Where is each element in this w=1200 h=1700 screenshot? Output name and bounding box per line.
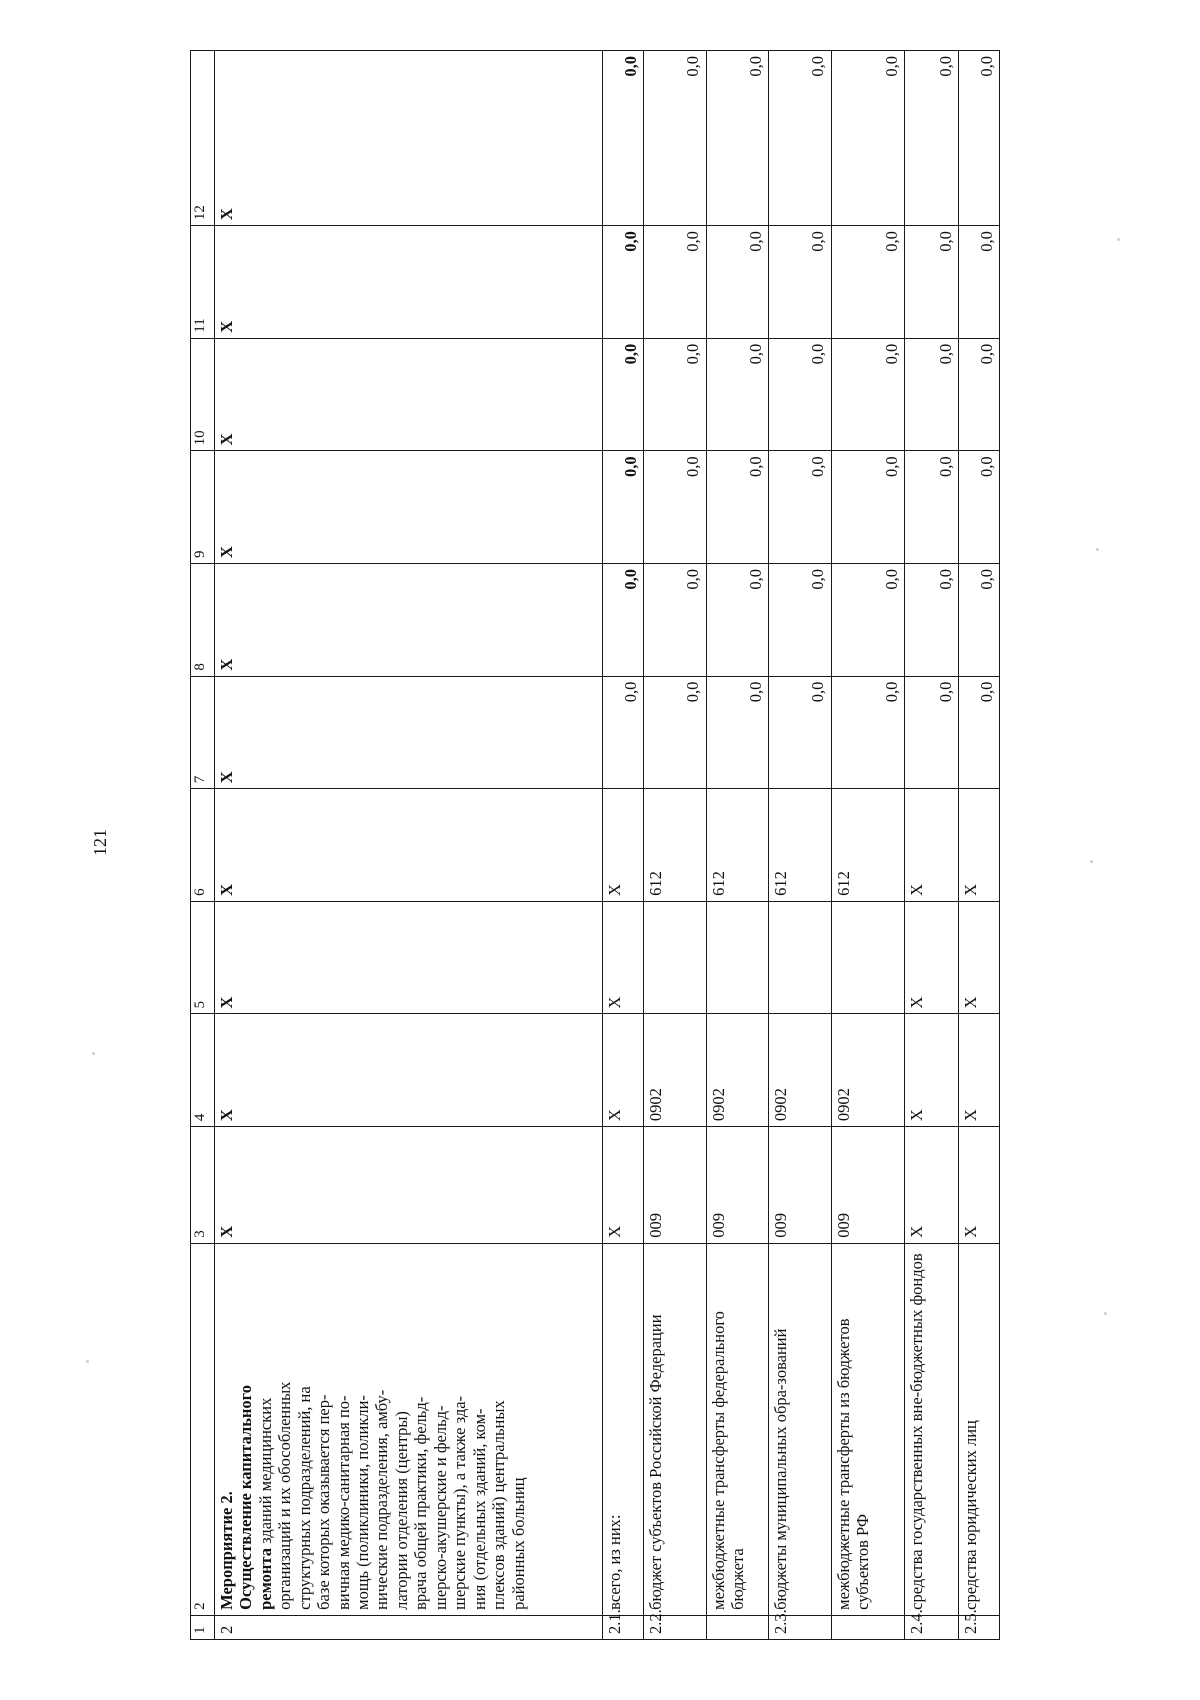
measure-cell-col5: Х	[214, 901, 602, 1014]
measure-title-bold-part: ремонта	[255, 1548, 275, 1610]
column-header-2: 2	[191, 1243, 215, 1615]
table-row	[603, 51, 644, 1640]
measure-cell-col8: Х	[214, 564, 602, 677]
row-col4: Х	[603, 1014, 644, 1127]
column-header-4: 4	[191, 1014, 215, 1127]
row-value-col7: 0,0	[769, 676, 832, 789]
measure-title	[214, 1243, 602, 1615]
measure-cell-col7: Х	[214, 676, 602, 789]
row-value-col8: 0,0	[831, 564, 904, 677]
row-value-col11: 0,0	[769, 226, 832, 339]
row-number: 2.4.	[905, 1615, 959, 1639]
row-value-col11: 0,0	[644, 226, 707, 339]
row-col3: 009	[644, 1127, 707, 1244]
row-value-col7: 0,0	[706, 676, 769, 789]
row-value-col10: 0,0	[905, 338, 959, 451]
row-col4: 0902	[831, 1014, 904, 1127]
row-col5	[769, 901, 832, 1014]
measure-title-line: шерско-акушерские и фельд-	[430, 1405, 450, 1610]
row-col5: Х	[603, 901, 644, 1014]
table-row	[769, 51, 832, 1640]
row-value-col10: 0,0	[644, 338, 707, 451]
row-value-col8: 0,0	[769, 564, 832, 677]
table-body	[191, 51, 1000, 1640]
row-number: 2.3.	[769, 1615, 832, 1639]
row-col4: 0902	[644, 1014, 707, 1127]
row-value-col11: 0,0	[958, 226, 999, 339]
row-value-col9: 0,0	[644, 451, 707, 564]
row-col3: 009	[831, 1127, 904, 1244]
row-value-col7: 0,0	[831, 676, 904, 789]
row-col4: Х	[905, 1014, 959, 1127]
row-col3: 009	[706, 1127, 769, 1244]
row-value-col12: 0,0	[644, 51, 707, 226]
row-value-col8: 0,0	[603, 564, 644, 677]
row-value-col9: 0,0	[769, 451, 832, 564]
measure-cell-col12: Х	[214, 51, 602, 226]
row-name: межбюджетные трансферты из бюджетов субъектов РФ	[831, 1243, 904, 1615]
row-value-col10: 0,0	[706, 338, 769, 451]
row-value-col9: 0,0	[905, 451, 959, 564]
row-value-col8: 0,0	[644, 564, 707, 677]
row-number: 2.5.	[958, 1615, 999, 1639]
table-row	[706, 51, 769, 1640]
measure-title-line: базе которых оказывается пер-	[314, 1394, 334, 1610]
measure-cell-col3: Х	[214, 1127, 602, 1244]
table-row	[644, 51, 707, 1640]
row-col4: Х	[958, 1014, 999, 1127]
row-number: 2.2.	[644, 1615, 707, 1639]
row-value-col12: 0,0	[958, 51, 999, 226]
column-header-12: 12	[191, 51, 215, 226]
measure-cell-col6: Х	[214, 789, 602, 902]
column-header-6: 6	[191, 789, 215, 902]
row-value-col12: 0,0	[603, 51, 644, 226]
row-col6: 612	[706, 789, 769, 902]
scan-speck	[92, 1052, 95, 1055]
row-col3: Х	[905, 1127, 959, 1244]
column-header-1: 1	[191, 1615, 215, 1639]
row-value-col12: 0,0	[831, 51, 904, 226]
scan-speck	[1090, 860, 1093, 863]
row-col6: Х	[958, 789, 999, 902]
measure-cell-col10: Х	[214, 338, 602, 451]
row-col6: 612	[644, 789, 707, 902]
row-col3: 009	[769, 1127, 832, 1244]
row-col6: 612	[769, 789, 832, 902]
column-header-8: 8	[191, 564, 215, 677]
row-value-col10: 0,0	[831, 338, 904, 451]
row-value-col10: 0,0	[958, 338, 999, 451]
rotated-table-wrapper	[190, 50, 1000, 1640]
row-col6: 612	[831, 789, 904, 902]
row-col3: Х	[603, 1127, 644, 1244]
row-value-col9: 0,0	[603, 451, 644, 564]
row-col5	[644, 901, 707, 1014]
row-col5	[831, 901, 904, 1014]
row-name: всего, из них:	[603, 1243, 644, 1615]
row-col6: Х	[905, 789, 959, 902]
table-row	[958, 51, 999, 1640]
row-value-col7: 0,0	[603, 676, 644, 789]
row-value-col7: 0,0	[958, 676, 999, 789]
measure-title-line: Осуществление капитального	[236, 1384, 256, 1610]
scan-speck	[86, 1360, 89, 1363]
table-row	[905, 51, 959, 1640]
row-value-col9: 0,0	[958, 451, 999, 564]
measure-cell-col11: Х	[214, 226, 602, 339]
measure-title-regular-part: зданий медицинских	[255, 1397, 275, 1549]
row-value-col9: 0,0	[706, 451, 769, 564]
measure-title-line: ния (отдельных зданий, ком-	[469, 1408, 489, 1610]
measure-row	[214, 51, 602, 1640]
row-col5: Х	[905, 901, 959, 1014]
column-header-3: 3	[191, 1127, 215, 1244]
row-value-col7: 0,0	[905, 676, 959, 789]
row-col5	[706, 901, 769, 1014]
measure-cell-col9: Х	[214, 451, 602, 564]
scan-speck	[1104, 1312, 1107, 1315]
header-row	[191, 51, 215, 1640]
row-value-col11: 0,0	[905, 226, 959, 339]
row-value-col10: 0,0	[603, 338, 644, 451]
row-name: средства юридических лиц	[958, 1243, 999, 1615]
row-number	[706, 1615, 769, 1639]
measure-number: 2	[214, 1615, 602, 1639]
measure-title-line: Мероприятие 2.	[216, 1491, 236, 1610]
row-col4: 0902	[706, 1014, 769, 1127]
measure-title-line: мощь (поликлиники, поликли-	[353, 1395, 372, 1610]
measure-title-line: вичная медико-санитарная по-	[333, 1395, 353, 1610]
row-value-col8: 0,0	[706, 564, 769, 677]
row-value-col9: 0,0	[831, 451, 904, 564]
measure-title-line	[256, 1249, 275, 1610]
row-value-col7: 0,0	[644, 676, 707, 789]
column-header-10: 10	[191, 338, 215, 451]
page-number: 121	[90, 829, 110, 856]
row-value-col10: 0,0	[769, 338, 832, 451]
row-name: межбюджетные трансферты федерального бюджета	[706, 1243, 769, 1615]
scan-speck	[1117, 238, 1120, 241]
column-header-7: 7	[191, 676, 215, 789]
measure-title-line: латории отделения (центры)	[391, 1411, 411, 1610]
row-value-col8: 0,0	[905, 564, 959, 677]
measure-title-line: районных больниц	[508, 1477, 528, 1610]
row-name: бюджет субъектов Российской Федерации	[644, 1243, 707, 1615]
row-value-col8: 0,0	[958, 564, 999, 677]
column-header-5: 5	[191, 901, 215, 1014]
measure-title-line: структурных подразделений, на	[294, 1386, 314, 1610]
row-col5: Х	[958, 901, 999, 1014]
row-number: 2.1.	[603, 1615, 644, 1639]
row-value-col11: 0,0	[831, 226, 904, 339]
row-col3: Х	[958, 1127, 999, 1244]
row-name: средства государственных вне-бюджетных фондов	[905, 1243, 959, 1615]
row-value-col12: 0,0	[769, 51, 832, 226]
row-number	[831, 1615, 904, 1639]
row-col6: Х	[603, 789, 644, 902]
measure-title-line: шерские пункты), а также зда-	[450, 1395, 470, 1610]
row-col4: 0902	[769, 1014, 832, 1127]
column-header-11: 11	[191, 226, 215, 339]
row-value-col12: 0,0	[706, 51, 769, 226]
scan-speck	[1096, 548, 1099, 551]
column-header-9: 9	[191, 451, 215, 564]
row-value-col11: 0,0	[706, 226, 769, 339]
measure-title-line: врача общей практики, фельд-	[411, 1396, 431, 1610]
budget-table	[190, 50, 1000, 1640]
measure-title-line: плексов зданий) центральных	[489, 1400, 509, 1610]
measure-cell-col4: Х	[214, 1014, 602, 1127]
row-name: бюджеты муниципальных обра-зований	[769, 1243, 832, 1615]
row-value-col11: 0,0	[603, 226, 644, 339]
measure-title-line: нические подразделения, амбу-	[372, 1389, 392, 1610]
row-value-col12: 0,0	[905, 51, 959, 226]
table-row	[831, 51, 904, 1640]
measure-title-line: организаций и их обособленных	[275, 1381, 295, 1610]
